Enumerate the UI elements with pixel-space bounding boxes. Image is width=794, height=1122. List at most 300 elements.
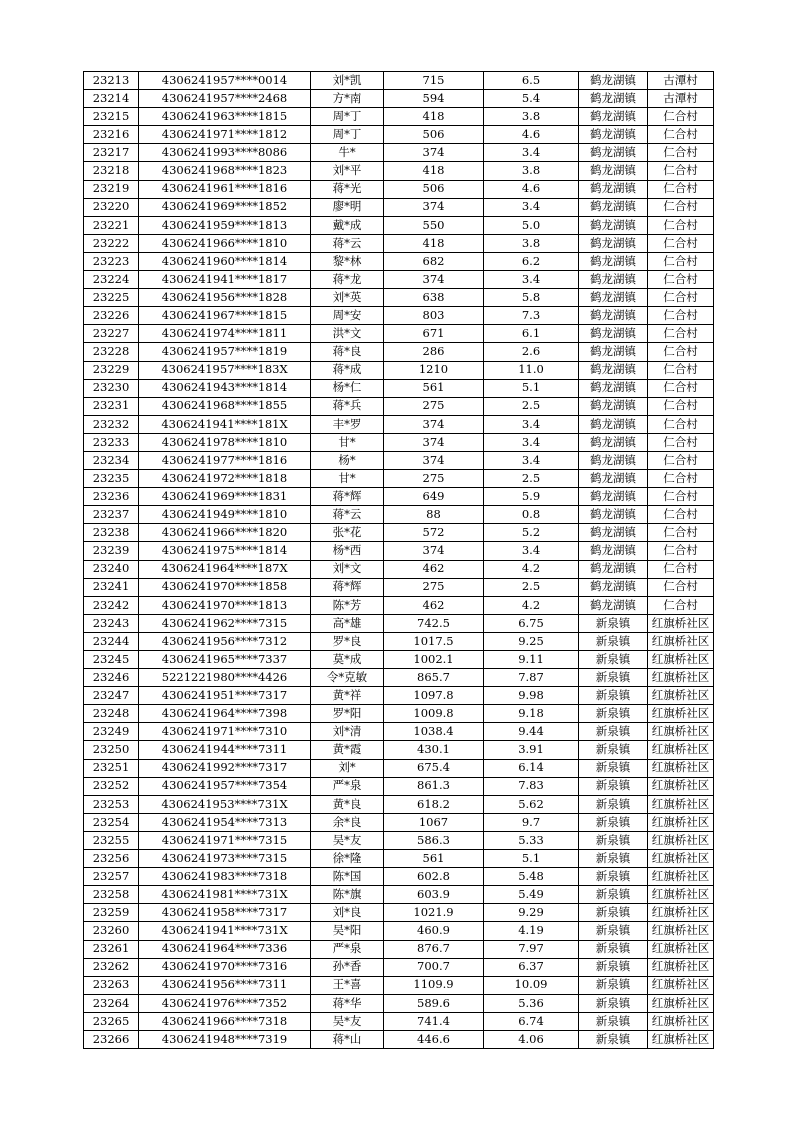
amount-cell: 586.3 — [384, 831, 484, 849]
name-cell: 杨*西 — [311, 542, 384, 560]
table-row — [84, 180, 714, 198]
id-number-cell: 4306241941****731X — [139, 922, 311, 940]
area-cell: 3.4 — [484, 433, 579, 451]
village-cell: 红旗桥社区 — [648, 614, 714, 632]
area-cell: 6.75 — [484, 614, 579, 632]
table-row — [84, 524, 714, 542]
table-row — [84, 922, 714, 940]
area-cell: 5.1 — [484, 379, 579, 397]
seq-no-cell: 23262 — [84, 958, 139, 976]
village-cell: 仁合村 — [648, 216, 714, 234]
id-number-cell: 4306241968****1855 — [139, 397, 311, 415]
table-row — [84, 90, 714, 108]
seq-no-cell: 23229 — [84, 361, 139, 379]
table-row — [84, 289, 714, 307]
amount-cell: 675.4 — [384, 759, 484, 777]
table-row — [84, 506, 714, 524]
name-cell: 刘* — [311, 759, 384, 777]
village-cell: 红旗桥社区 — [648, 850, 714, 868]
name-cell: 甘* — [311, 433, 384, 451]
name-cell: 方*南 — [311, 90, 384, 108]
amount-cell: 742.5 — [384, 614, 484, 632]
area-cell: 5.48 — [484, 868, 579, 886]
seq-no-cell: 23235 — [84, 470, 139, 488]
amount-cell: 803 — [384, 307, 484, 325]
seq-no-cell: 23260 — [84, 922, 139, 940]
area-cell: 5.33 — [484, 831, 579, 849]
area-cell: 3.4 — [484, 198, 579, 216]
seq-no-cell: 23237 — [84, 506, 139, 524]
table-row — [84, 1012, 714, 1030]
town-cell: 鹤龙湖镇 — [579, 90, 648, 108]
id-number-cell: 4306241972****1818 — [139, 470, 311, 488]
village-cell: 仁合村 — [648, 578, 714, 596]
id-number-cell: 4306241967****1815 — [139, 307, 311, 325]
village-cell: 红旗桥社区 — [648, 723, 714, 741]
id-number-cell: 5221221980****4426 — [139, 669, 311, 687]
village-cell: 红旗桥社区 — [648, 741, 714, 759]
seq-no-cell: 23241 — [84, 578, 139, 596]
village-cell: 仁合村 — [648, 162, 714, 180]
village-cell: 红旗桥社区 — [648, 813, 714, 831]
table-row — [84, 126, 714, 144]
seq-no-cell: 23239 — [84, 542, 139, 560]
town-cell: 鹤龙湖镇 — [579, 379, 648, 397]
village-cell: 仁合村 — [648, 289, 714, 307]
name-cell: 黄*霞 — [311, 741, 384, 759]
name-cell: 周*丁 — [311, 126, 384, 144]
id-number-cell: 4306241978****1810 — [139, 433, 311, 451]
village-cell: 仁合村 — [648, 343, 714, 361]
amount-cell: 671 — [384, 325, 484, 343]
area-cell: 3.4 — [484, 542, 579, 560]
amount-cell: 603.9 — [384, 886, 484, 904]
village-cell: 仁合村 — [648, 108, 714, 126]
table-row — [84, 831, 714, 849]
area-cell: 9.98 — [484, 687, 579, 705]
name-cell: 刘*文 — [311, 560, 384, 578]
amount-cell: 374 — [384, 451, 484, 469]
amount-cell: 638 — [384, 289, 484, 307]
id-number-cell: 4306241957****0014 — [139, 72, 311, 90]
amount-cell: 594 — [384, 90, 484, 108]
seq-no-cell: 23251 — [84, 759, 139, 777]
id-number-cell: 4306241973****7315 — [139, 850, 311, 868]
name-cell: 严*泉 — [311, 777, 384, 795]
amount-cell: 462 — [384, 560, 484, 578]
amount-cell: 1038.4 — [384, 723, 484, 741]
village-cell: 仁合村 — [648, 325, 714, 343]
town-cell: 新泉镇 — [579, 1030, 648, 1048]
amount-cell: 861.3 — [384, 777, 484, 795]
id-number-cell: 4306241983****7318 — [139, 868, 311, 886]
village-cell: 仁合村 — [648, 126, 714, 144]
table-row — [84, 271, 714, 289]
table-row — [84, 958, 714, 976]
name-cell: 吴*阳 — [311, 922, 384, 940]
amount-cell: 275 — [384, 578, 484, 596]
amount-cell: 602.8 — [384, 868, 484, 886]
amount-cell: 462 — [384, 596, 484, 614]
town-cell: 新泉镇 — [579, 651, 648, 669]
seq-no-cell: 23252 — [84, 777, 139, 795]
name-cell: 蒋*龙 — [311, 271, 384, 289]
name-cell: 张*花 — [311, 524, 384, 542]
name-cell: 陈*国 — [311, 868, 384, 886]
amount-cell: 446.6 — [384, 1030, 484, 1048]
town-cell: 新泉镇 — [579, 795, 648, 813]
village-cell: 红旗桥社区 — [648, 632, 714, 650]
amount-cell: 741.4 — [384, 1012, 484, 1030]
name-cell: 令*克敏 — [311, 669, 384, 687]
name-cell: 蒋*成 — [311, 361, 384, 379]
amount-cell: 682 — [384, 252, 484, 270]
table-row — [84, 976, 714, 994]
seq-no-cell: 23259 — [84, 904, 139, 922]
seq-no-cell: 23227 — [84, 325, 139, 343]
seq-no-cell: 23246 — [84, 669, 139, 687]
town-cell: 鹤龙湖镇 — [579, 524, 648, 542]
seq-no-cell: 23261 — [84, 940, 139, 958]
name-cell: 黄*良 — [311, 795, 384, 813]
table-row — [84, 379, 714, 397]
town-cell: 新泉镇 — [579, 813, 648, 831]
name-cell: 刘*平 — [311, 162, 384, 180]
town-cell: 鹤龙湖镇 — [579, 578, 648, 596]
area-cell: 6.1 — [484, 325, 579, 343]
village-cell: 仁合村 — [648, 397, 714, 415]
id-number-cell: 4306241957****1819 — [139, 343, 311, 361]
table-row — [84, 651, 714, 669]
town-cell: 鹤龙湖镇 — [579, 198, 648, 216]
id-number-cell: 4306241951****7317 — [139, 687, 311, 705]
name-cell: 周*丁 — [311, 108, 384, 126]
town-cell: 新泉镇 — [579, 1012, 648, 1030]
table-row — [84, 669, 714, 687]
village-cell: 仁合村 — [648, 524, 714, 542]
town-cell: 鹤龙湖镇 — [579, 433, 648, 451]
village-cell: 红旗桥社区 — [648, 994, 714, 1012]
id-number-cell: 4306241971****1812 — [139, 126, 311, 144]
table-row — [84, 162, 714, 180]
town-cell: 鹤龙湖镇 — [579, 216, 648, 234]
seq-no-cell: 23222 — [84, 234, 139, 252]
village-cell: 红旗桥社区 — [648, 922, 714, 940]
amount-cell: 506 — [384, 126, 484, 144]
table-row — [84, 596, 714, 614]
name-cell: 蒋*云 — [311, 234, 384, 252]
town-cell: 新泉镇 — [579, 850, 648, 868]
town-cell: 鹤龙湖镇 — [579, 560, 648, 578]
id-number-cell: 4306241956****7312 — [139, 632, 311, 650]
seq-no-cell: 23221 — [84, 216, 139, 234]
table-row — [84, 198, 714, 216]
area-cell: 3.8 — [484, 162, 579, 180]
id-number-cell: 4306241992****7317 — [139, 759, 311, 777]
amount-cell: 1097.8 — [384, 687, 484, 705]
id-number-cell: 4306241966****1810 — [139, 234, 311, 252]
area-cell: 9.29 — [484, 904, 579, 922]
area-cell: 5.8 — [484, 289, 579, 307]
town-cell: 鹤龙湖镇 — [579, 144, 648, 162]
village-cell: 仁合村 — [648, 252, 714, 270]
area-cell: 5.2 — [484, 524, 579, 542]
id-number-cell: 4306241948****7319 — [139, 1030, 311, 1048]
area-cell: 3.4 — [484, 451, 579, 469]
name-cell: 甘* — [311, 470, 384, 488]
name-cell: 吴*友 — [311, 1012, 384, 1030]
town-cell: 鹤龙湖镇 — [579, 72, 648, 90]
id-number-cell: 4306241965****7337 — [139, 651, 311, 669]
amount-cell: 460.9 — [384, 922, 484, 940]
id-number-cell: 4306241971****7310 — [139, 723, 311, 741]
amount-cell: 430.1 — [384, 741, 484, 759]
id-number-cell: 4306241974****1811 — [139, 325, 311, 343]
name-cell: 黎*林 — [311, 252, 384, 270]
town-cell: 新泉镇 — [579, 669, 648, 687]
id-number-cell: 4306241943****1814 — [139, 379, 311, 397]
area-cell: 10.09 — [484, 976, 579, 994]
name-cell: 陈*旗 — [311, 886, 384, 904]
name-cell: 刘*良 — [311, 904, 384, 922]
seq-no-cell: 23228 — [84, 343, 139, 361]
id-number-cell: 4306241970****1813 — [139, 596, 311, 614]
amount-cell: 506 — [384, 180, 484, 198]
id-number-cell: 4306241971****7315 — [139, 831, 311, 849]
seq-no-cell: 23236 — [84, 488, 139, 506]
name-cell: 刘*清 — [311, 723, 384, 741]
table-row — [84, 795, 714, 813]
area-cell: 5.0 — [484, 216, 579, 234]
table-row — [84, 614, 714, 632]
town-cell: 新泉镇 — [579, 940, 648, 958]
town-cell: 鹤龙湖镇 — [579, 180, 648, 198]
table-body — [84, 72, 714, 1049]
town-cell: 新泉镇 — [579, 741, 648, 759]
id-number-cell: 4306241957****7354 — [139, 777, 311, 795]
town-cell: 鹤龙湖镇 — [579, 307, 648, 325]
village-cell: 红旗桥社区 — [648, 651, 714, 669]
area-cell: 3.4 — [484, 271, 579, 289]
table-row — [84, 542, 714, 560]
area-cell: 6.14 — [484, 759, 579, 777]
table-row — [84, 343, 714, 361]
area-cell: 5.49 — [484, 886, 579, 904]
seq-no-cell: 23258 — [84, 886, 139, 904]
village-cell: 红旗桥社区 — [648, 831, 714, 849]
area-cell: 9.25 — [484, 632, 579, 650]
id-number-cell: 4306241953****731X — [139, 795, 311, 813]
area-cell: 11.0 — [484, 361, 579, 379]
seq-no-cell: 23233 — [84, 433, 139, 451]
amount-cell: 715 — [384, 72, 484, 90]
amount-cell: 572 — [384, 524, 484, 542]
town-cell: 新泉镇 — [579, 687, 648, 705]
village-cell: 仁合村 — [648, 361, 714, 379]
name-cell: 黄*祥 — [311, 687, 384, 705]
town-cell: 鹤龙湖镇 — [579, 506, 648, 524]
village-cell: 红旗桥社区 — [648, 687, 714, 705]
amount-cell: 1002.1 — [384, 651, 484, 669]
name-cell: 杨* — [311, 451, 384, 469]
name-cell: 蒋*辉 — [311, 578, 384, 596]
area-cell: 0.8 — [484, 506, 579, 524]
table-row — [84, 108, 714, 126]
name-cell: 蒋*兵 — [311, 397, 384, 415]
id-number-cell: 4306241981****731X — [139, 886, 311, 904]
table-row — [84, 72, 714, 90]
area-cell: 4.2 — [484, 596, 579, 614]
amount-cell: 876.7 — [384, 940, 484, 958]
area-cell: 7.87 — [484, 669, 579, 687]
id-number-cell: 4306241957****2468 — [139, 90, 311, 108]
seq-no-cell: 23231 — [84, 397, 139, 415]
amount-cell: 1021.9 — [384, 904, 484, 922]
name-cell: 刘*凯 — [311, 72, 384, 90]
town-cell: 鹤龙湖镇 — [579, 470, 648, 488]
seq-no-cell: 23213 — [84, 72, 139, 90]
town-cell: 鹤龙湖镇 — [579, 289, 648, 307]
table-row — [84, 578, 714, 596]
id-number-cell: 4306241968****1823 — [139, 162, 311, 180]
area-cell: 3.4 — [484, 415, 579, 433]
name-cell: 严*泉 — [311, 940, 384, 958]
id-number-cell: 4306241941****181X — [139, 415, 311, 433]
name-cell: 蒋*良 — [311, 343, 384, 361]
village-cell: 仁合村 — [648, 451, 714, 469]
id-number-cell: 4306241964****187X — [139, 560, 311, 578]
area-cell: 6.37 — [484, 958, 579, 976]
table-row — [84, 687, 714, 705]
table-row — [84, 777, 714, 795]
seq-no-cell: 23248 — [84, 705, 139, 723]
name-cell: 刘*英 — [311, 289, 384, 307]
village-cell: 仁合村 — [648, 144, 714, 162]
seq-no-cell: 23234 — [84, 451, 139, 469]
amount-cell: 286 — [384, 343, 484, 361]
id-number-cell: 4306241956****7311 — [139, 976, 311, 994]
area-cell: 2.5 — [484, 470, 579, 488]
id-number-cell: 4306241977****1816 — [139, 451, 311, 469]
id-number-cell: 4306241966****1820 — [139, 524, 311, 542]
seq-no-cell: 23215 — [84, 108, 139, 126]
id-number-cell: 4306241959****1813 — [139, 216, 311, 234]
amount-cell: 374 — [384, 271, 484, 289]
village-cell: 红旗桥社区 — [648, 759, 714, 777]
name-cell: 周*安 — [311, 307, 384, 325]
area-cell: 4.06 — [484, 1030, 579, 1048]
amount-cell: 418 — [384, 234, 484, 252]
town-cell: 鹤龙湖镇 — [579, 162, 648, 180]
seq-no-cell: 23266 — [84, 1030, 139, 1048]
seq-no-cell: 23217 — [84, 144, 139, 162]
id-number-cell: 4306241960****1814 — [139, 252, 311, 270]
name-cell: 丰*罗 — [311, 415, 384, 433]
amount-cell: 374 — [384, 542, 484, 560]
table-row — [84, 307, 714, 325]
name-cell: 蒋*辉 — [311, 488, 384, 506]
table-row — [84, 904, 714, 922]
town-cell: 鹤龙湖镇 — [579, 361, 648, 379]
table-row — [84, 632, 714, 650]
id-number-cell: 4306241958****7317 — [139, 904, 311, 922]
seq-no-cell: 23240 — [84, 560, 139, 578]
table-row — [84, 415, 714, 433]
seq-no-cell: 23257 — [84, 868, 139, 886]
area-cell: 9.7 — [484, 813, 579, 831]
table-row — [84, 886, 714, 904]
town-cell: 新泉镇 — [579, 994, 648, 1012]
area-cell: 3.8 — [484, 234, 579, 252]
village-cell: 红旗桥社区 — [648, 1030, 714, 1048]
name-cell: 蒋*山 — [311, 1030, 384, 1048]
seq-no-cell: 23256 — [84, 850, 139, 868]
table-row — [84, 850, 714, 868]
seq-no-cell: 23264 — [84, 994, 139, 1012]
area-cell: 2.5 — [484, 397, 579, 415]
seq-no-cell: 23250 — [84, 741, 139, 759]
village-cell: 仁合村 — [648, 560, 714, 578]
id-number-cell: 4306241941****1817 — [139, 271, 311, 289]
village-cell: 红旗桥社区 — [648, 868, 714, 886]
village-cell: 仁合村 — [648, 234, 714, 252]
amount-cell: 374 — [384, 144, 484, 162]
name-cell: 蒋*光 — [311, 180, 384, 198]
amount-cell: 418 — [384, 108, 484, 126]
area-cell: 2.6 — [484, 343, 579, 361]
village-cell: 红旗桥社区 — [648, 958, 714, 976]
amount-cell: 649 — [384, 488, 484, 506]
id-number-cell: 4306241961****1816 — [139, 180, 311, 198]
town-cell: 新泉镇 — [579, 958, 648, 976]
amount-cell: 561 — [384, 850, 484, 868]
seq-no-cell: 23223 — [84, 252, 139, 270]
village-cell: 仁合村 — [648, 470, 714, 488]
table-row — [84, 759, 714, 777]
table-row — [84, 325, 714, 343]
town-cell: 鹤龙湖镇 — [579, 252, 648, 270]
town-cell: 鹤龙湖镇 — [579, 325, 648, 343]
table-row — [84, 705, 714, 723]
table-row — [84, 451, 714, 469]
town-cell: 新泉镇 — [579, 976, 648, 994]
seq-no-cell: 23244 — [84, 632, 139, 650]
town-cell: 新泉镇 — [579, 886, 648, 904]
town-cell: 鹤龙湖镇 — [579, 488, 648, 506]
area-cell: 2.5 — [484, 578, 579, 596]
town-cell: 新泉镇 — [579, 759, 648, 777]
id-number-cell: 4306241944****7311 — [139, 741, 311, 759]
town-cell: 新泉镇 — [579, 705, 648, 723]
name-cell: 高*雄 — [311, 614, 384, 632]
id-number-cell: 4306241976****7352 — [139, 994, 311, 1012]
village-cell: 红旗桥社区 — [648, 940, 714, 958]
seq-no-cell: 23263 — [84, 976, 139, 994]
amount-cell: 374 — [384, 198, 484, 216]
town-cell: 鹤龙湖镇 — [579, 596, 648, 614]
village-cell: 仁合村 — [648, 198, 714, 216]
name-cell: 廖*明 — [311, 198, 384, 216]
table-row — [84, 1030, 714, 1048]
town-cell: 鹤龙湖镇 — [579, 271, 648, 289]
name-cell: 徐*隆 — [311, 850, 384, 868]
name-cell: 王*喜 — [311, 976, 384, 994]
town-cell: 鹤龙湖镇 — [579, 343, 648, 361]
id-number-cell: 4306241949****1810 — [139, 506, 311, 524]
amount-cell: 1210 — [384, 361, 484, 379]
area-cell: 9.11 — [484, 651, 579, 669]
amount-cell: 561 — [384, 379, 484, 397]
